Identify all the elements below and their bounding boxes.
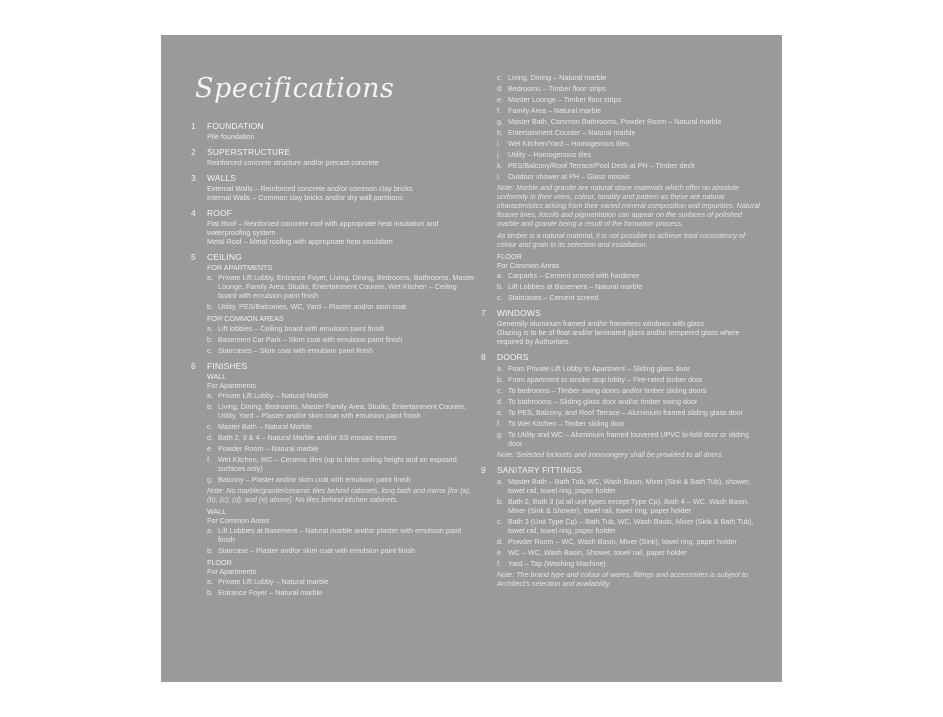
list-item [207, 526, 475, 544]
item-text: Master Bath – Natural Marble [218, 422, 312, 431]
item-text: Wet Kitchen, WC – Ceramic tiles (up to false ceiling height and on exposed surfaces only) [218, 455, 457, 473]
list-item [207, 422, 475, 431]
section-number: 8 [481, 352, 486, 362]
list-item [207, 444, 475, 453]
item-text: Living, Dining, Bedrooms, Master Family Area, Studio, Entertainment Counter, Utility, Yard – Plaster and/or skim coat with emulsion paint finish [218, 402, 467, 420]
item-letter: e. [497, 408, 503, 417]
subheading: FLOOR [207, 558, 232, 567]
list-item [207, 324, 475, 333]
list-item [207, 391, 475, 400]
item-text: PES/Balcony/Roof Terrace/Pool Deck at PH – Timber deck [508, 161, 695, 170]
section-title: WINDOWS [497, 308, 541, 318]
section-walls [191, 173, 475, 202]
item-text: Staircases – Skim coat with emulsion paint finish [218, 346, 373, 355]
list-item [207, 335, 475, 344]
item-letter: a. [207, 324, 213, 333]
item-text: Utility – Homogenous tiles [508, 150, 592, 159]
subheading-detail: For Common Areas [497, 261, 560, 270]
section-number: 2 [191, 147, 196, 157]
item-letter: d. [497, 537, 503, 546]
section-title: FINISHES [207, 361, 248, 371]
list-item [207, 402, 475, 420]
list-item [497, 430, 764, 448]
item-text: Basement Car Park – Skim coat with emulsion paint finish [218, 335, 403, 344]
item-letter: a. [207, 391, 213, 400]
section-ceiling [191, 252, 475, 355]
list-item [497, 106, 764, 115]
item-text: Lift Lobbies at Basement – Natural marble and/or plaster with emulsion paint finish [218, 526, 462, 544]
item-text: Utility, PES/Balconies, WC, Yard – Plaster and/or skim coat [218, 302, 407, 311]
item-letter: e. [497, 548, 503, 557]
item-text: Private Lift Lobby, Entrance Foyer, Living, Dining, Bedrooms, Bathrooms, Master Lounge, Family Area, Studio, Entertainment Counter, Wet Kitchen – Ceiling board with emulsion paint finish [218, 273, 475, 300]
section-line: Generally aluminum framed and/or frameless windows with glass [497, 319, 704, 328]
list-item [497, 128, 764, 137]
list-item [207, 302, 475, 311]
section-title: WALLS [207, 173, 237, 183]
item-text: From apartment to smoke stop lobby – Fire-rated timber door [508, 375, 703, 384]
list-item [497, 150, 764, 159]
section-title: FOUNDATION [207, 121, 264, 131]
item-letter: j. [497, 150, 501, 159]
item-letter: f. [497, 559, 501, 568]
item-letter: f. [207, 455, 211, 464]
item-text: To Utility and WC – Aluminium framed louvered UPVC bi-fold door or sliding door [508, 430, 749, 448]
list-item [497, 397, 764, 406]
section-doors [481, 352, 764, 459]
section-line: Pile foundation [207, 132, 255, 141]
item-text: Yard – Tap (Washing Machine) [508, 559, 606, 568]
note-text: Note: No marble/granite/ceramic tiles behind cabinets, long bath and mirror [for (a), (b), (c), (d), and (e) above]. No tiles behind kitchen cabinets. [207, 486, 472, 504]
item-letter: h. [497, 128, 503, 137]
list-item [497, 271, 764, 280]
item-letter: a. [497, 364, 503, 373]
item-text: Living, Dining – Natural marble [508, 73, 607, 82]
item-text: Master Bath – Bath Tub, WC, Wash Basin, Mixer (Sink & Bath Tub), shower, towel rail, towel ring, paper holder [508, 477, 751, 495]
list-item [497, 95, 764, 104]
section-line: Internal Walls – Common clay bricks and/or dry wall partitions [207, 193, 403, 202]
item-letter: c. [207, 346, 213, 355]
item-text: Powder Room – WC, Wash Basin, Mixer (Sink), towel ring, paper holder [508, 537, 738, 546]
item-letter: c. [497, 386, 503, 395]
item-text: Master Lounge – Timber floor strips [508, 95, 622, 104]
note-text: Note: The brand type and colour of wares, fittings and accessories is subject to Architect's selection and availability. [497, 570, 748, 588]
section-finishes-continued [481, 73, 764, 302]
item-letter: c. [497, 73, 503, 82]
item-text: Family Area – Natural marble [508, 106, 602, 115]
item-text: To bathrooms – Sliding glass door and/or timber swing door [508, 397, 698, 406]
list-item [497, 84, 764, 93]
item-letter: a. [207, 577, 213, 586]
item-text: From Private Lift Lobby to Apartment – Sliding glass door [508, 364, 690, 373]
section-number: 4 [191, 208, 196, 218]
item-text: Private Lift Lobby – Natural marble [218, 577, 329, 586]
list-item [497, 161, 764, 170]
item-letter: i. [497, 139, 501, 148]
list-item [497, 537, 764, 546]
section-line: Metal Roof – Metal roofing with appropriate heat insulation [207, 237, 393, 246]
list-item [207, 546, 475, 555]
item-letter: b. [207, 335, 213, 344]
section-foundation [191, 121, 475, 141]
section-line: External Walls – Reinforced concrete and/or common clay bricks [207, 184, 413, 193]
item-letter: b. [207, 546, 213, 555]
list-item [207, 273, 475, 300]
section-number: 5 [191, 252, 196, 262]
item-letter: b. [497, 497, 503, 506]
item-letter: b. [207, 588, 213, 597]
item-letter: g. [207, 475, 213, 484]
list-item [207, 475, 475, 484]
subheading-detail: For Common Areas [207, 516, 270, 525]
section-title: SUPERSTRUCTURE [207, 147, 291, 157]
item-text: Master Bath, Common Bathrooms, Powder Room – Natural marble [508, 117, 722, 126]
item-letter: f. [497, 419, 501, 428]
item-letter: c. [497, 293, 503, 302]
list-item [497, 293, 764, 302]
spec-panel [161, 35, 782, 682]
list-item [207, 433, 475, 442]
list-item [497, 282, 764, 291]
item-text: Powder Room – Natural marble [218, 444, 319, 453]
item-letter: d. [207, 433, 213, 442]
item-text: Bath 3 (Unit Type Cp) – Bath Tub, WC, Wash Basin, Mixer (Sink & Bath Tub), towel rail, towel ring, paper holder [508, 517, 754, 535]
item-letter: c. [207, 422, 213, 431]
list-item [497, 408, 764, 417]
item-letter: a. [497, 477, 503, 486]
item-text: To Wet Kitchen – Timber sliding door [508, 419, 625, 428]
item-letter: d. [497, 84, 503, 93]
section-number: 6 [191, 361, 196, 371]
item-text: To bedrooms – Timber swing doors and/or timber sliding doors [508, 386, 707, 395]
section-line: Reinforced concrete structure and/or precast concrete [207, 158, 379, 167]
left-column [191, 121, 475, 603]
section-title: CEILING [207, 252, 242, 262]
item-letter: l. [497, 172, 501, 181]
item-letter: g. [497, 430, 503, 439]
list-item [497, 375, 764, 384]
item-text: Lift lobbies – Ceiling board with emulsion paint finish [218, 324, 385, 333]
list-item [207, 346, 475, 355]
item-letter: g. [497, 117, 503, 126]
list-item [207, 588, 475, 597]
list-item [497, 172, 764, 181]
item-text: Carparks – Cement screed with hardener [508, 271, 640, 280]
section-number: 9 [481, 465, 486, 475]
item-letter: c. [497, 517, 503, 526]
subheading: FLOOR [497, 252, 522, 261]
item-letter: e. [207, 444, 213, 453]
section-title: ROOF [207, 208, 232, 218]
item-text: Bath 2, 3 & 4 – Natural Marble and/or SS mosaic inserts [218, 433, 397, 442]
item-text: Staircases – Cement screed [508, 293, 599, 302]
item-text: Lift Lobbies at Basement – Natural marble [508, 282, 643, 291]
item-text: Bedrooms – Timber floor strips [508, 84, 606, 93]
list-item [497, 139, 764, 148]
section-windows [481, 308, 764, 346]
item-letter: d. [497, 397, 503, 406]
item-letter: k. [497, 161, 503, 170]
item-letter: b. [207, 402, 213, 411]
section-number: 7 [481, 308, 486, 318]
item-text: Bath 2, Bath 3 (at all unit types except Type Cp), Bath 4 – WC, Wash Basin, Mixer (Sink & Shower), towel rail, towel ring, paper holder [508, 497, 749, 515]
item-text: Wet Kitchen/Yard – Homogenous tiles [508, 139, 629, 148]
item-text: Staircase – Plaster and/or skim coat with emulsion paint finish [218, 546, 415, 555]
item-text: Outdoor shower at PH – Glass mosaic [508, 172, 631, 181]
item-letter: b. [497, 375, 503, 384]
section-sanitary-fittings [481, 465, 764, 588]
list-item [497, 548, 764, 557]
section-finishes [191, 361, 475, 597]
item-text: WC – WC, Wash Basin, Shower, towel rail, paper holder [508, 548, 687, 557]
subheading: FOR COMMON AREAS [207, 314, 284, 323]
list-item [497, 477, 764, 495]
list-item [497, 73, 764, 82]
subheading: WALL [207, 372, 227, 381]
section-line: Glazing is to be of float and/or laminated glass and/or tempered glass where required by Authorities. [497, 328, 740, 346]
section-superstructure [191, 147, 475, 167]
list-item [207, 455, 475, 473]
item-letter: b. [497, 282, 503, 291]
section-line: Flat Roof – Reinforced concrete roof with appropriate heat insulation and waterproofing system [207, 219, 439, 237]
list-item [497, 517, 764, 535]
section-number: 3 [191, 173, 196, 183]
section-title: DOORS [497, 352, 529, 362]
note-text: As timber is a natural material, it is not possible to achieve total consistency of colour and grain in its selection and installation. [497, 231, 746, 249]
list-item [497, 559, 764, 568]
item-letter: a. [497, 271, 503, 280]
item-text: Balcony – Plaster and/or skim coat with emulsion paint finish [218, 475, 411, 484]
item-letter: a. [207, 526, 213, 535]
item-text: Private Lift Lobby – Natural Marble [218, 391, 329, 400]
list-item [497, 497, 764, 515]
item-text: To PES, Balcony, and Roof Terrace – Aluminium framed sliding glass door [508, 408, 744, 417]
item-letter: b. [207, 302, 213, 311]
item-text: Entrance Foyer – Natural marble [218, 588, 323, 597]
list-item [497, 364, 764, 373]
list-item [497, 117, 764, 126]
page-title: Specifications [195, 73, 395, 104]
note-text: Note: Marble and granite are natural stone materials which offer no absolute uniformity in their veins, colour, tonality and pattern as these are natural characteristics arising from their varied mineral composition and impurities. Natural fissure lines, fossils and pigmentation can appear on the surfaces of polished marble and granite being a result of the formation process. [497, 183, 760, 228]
section-title: SANITARY FITTINGS [497, 465, 582, 475]
right-column [481, 72, 764, 594]
item-text: Entertainment Counter – Natural marble [508, 128, 636, 137]
item-letter: e. [497, 95, 503, 104]
list-item [207, 577, 475, 586]
subheading: WALL [207, 507, 227, 516]
subheading-detail: For Apartments [207, 567, 257, 576]
list-item [497, 419, 764, 428]
subheading: FOR APARTMENTS [207, 263, 273, 272]
list-item [497, 386, 764, 395]
item-letter: f. [497, 106, 501, 115]
note-text: Note: Selected locksets and ironmongery shall be provided to all doors. [497, 450, 724, 459]
section-number: 1 [191, 121, 196, 131]
subheading-detail: For Apartments [207, 381, 257, 390]
section-roof [191, 208, 475, 246]
item-letter: a. [207, 273, 213, 282]
